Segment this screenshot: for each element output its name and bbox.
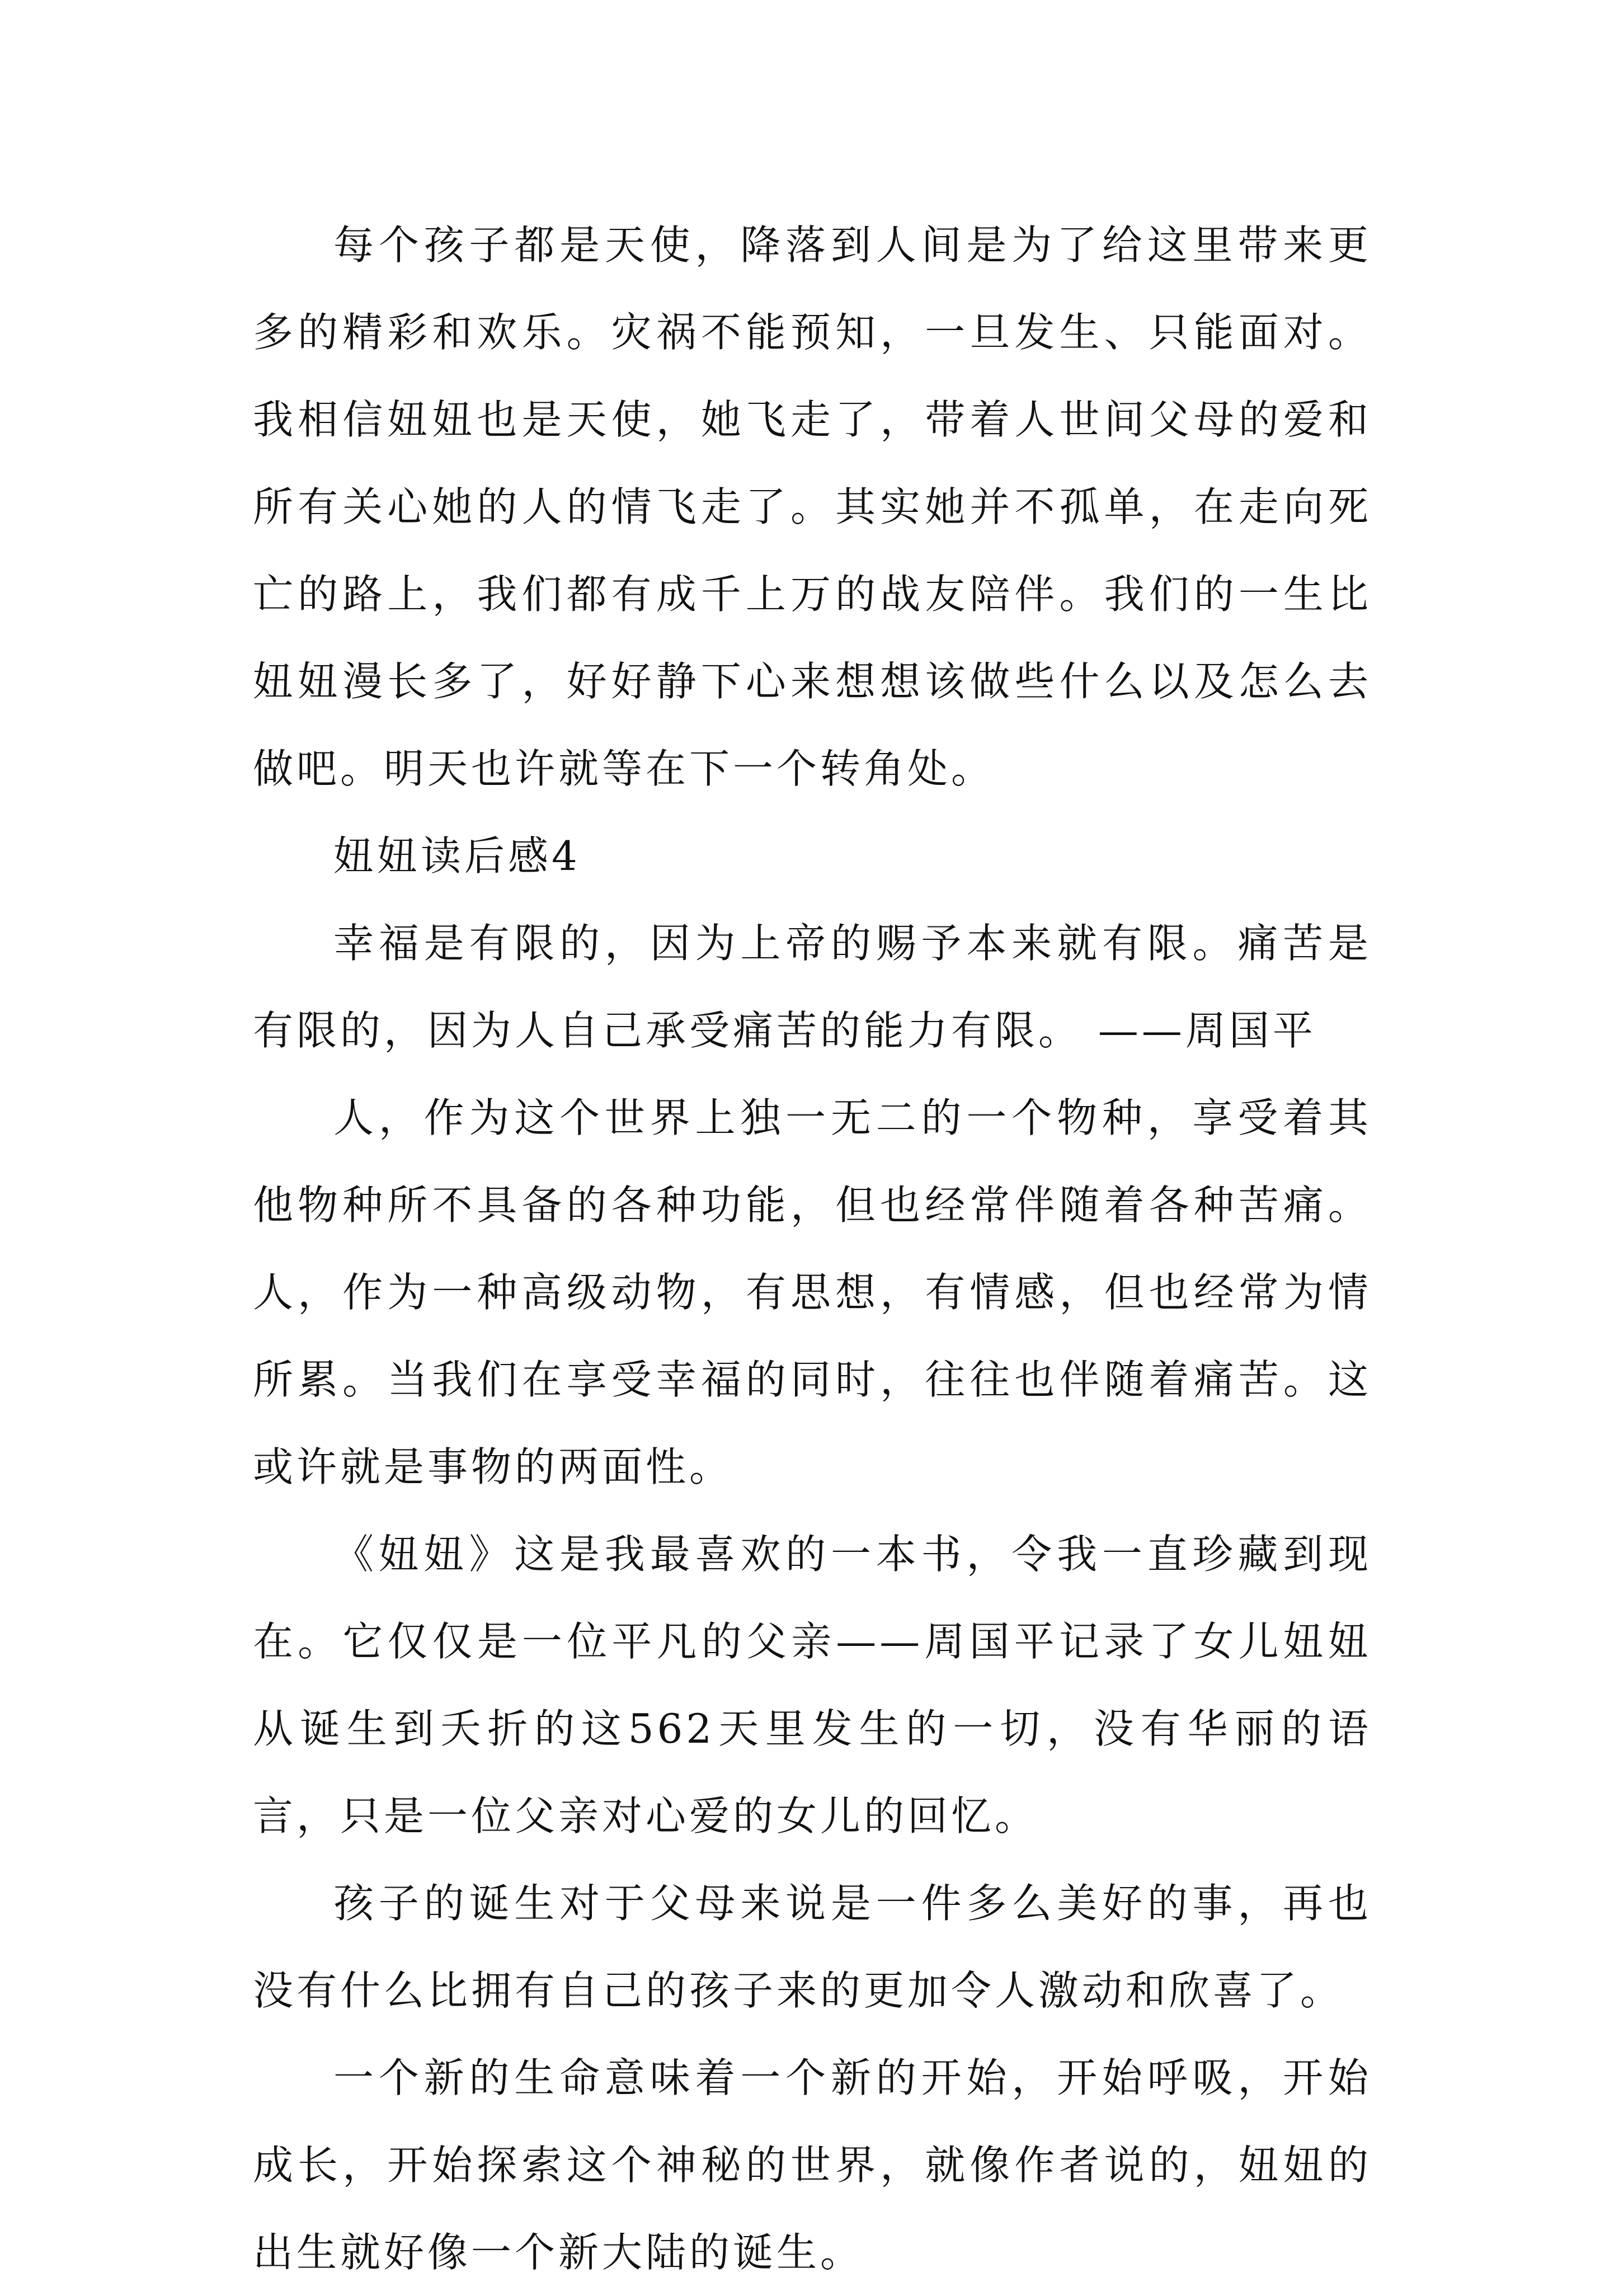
document-page <box>253 201 1372 2296</box>
body-paragraph-6: 一个新的生命意味着一个新的开始，开始呼吸，开始成长，开始探索这个神秘的世界，就像作者说的，妞妞的出生就好像一个新大陆的诞生。 <box>253 2054 1372 2276</box>
body-paragraph-4: 《妞妞》这是我最喜欢的一本书，令我一直珍藏到现在。它仅仅是一位平凡的父亲——周国平记录了女儿妞妞从诞生到夭折的这562天里发生的一切，没有华丽的语言，只是一位父亲对心爱的女儿的回忆。 <box>253 1531 1372 1839</box>
body-paragraph-5: 孩子的诞生对于父母来说是一件多么美好的事，再也没有什么比拥有自己的孩子来的更加令人激动和欣喜了。 <box>253 1880 1372 2014</box>
body-paragraph-2: 幸福是有限的，因为上帝的赐予本来就有限。痛苦是有限的，因为人自己承受痛苦的能力有限。 ——周国平 <box>253 920 1372 1054</box>
section-heading: 妞妞读后感4 <box>333 832 581 879</box>
body-paragraph-1: 每个孩子都是天使，降落到人间是为了给这里带来更多的精彩和欢乐。灾祸不能预知，一旦发生、只能面对。我相信妞妞也是天使，她飞走了，带着人世间父母的爱和所有关心她的人的情飞走了。其实她并不孤单，在走向死亡的路上，我们都有成千上万的战友陪伴。我们的一生比妞妞漫长多了，好好静下心来想想该做些什么以及怎么去做吧。明天也许就等在下一个转角处。 <box>253 222 1372 792</box>
body-paragraph-3: 人，作为这个世界上独一无二的一个物种，享受着其他物种所不具备的各种功能，但也经常伴随着各种苦痛。人，作为一种高级动物，有思想，有情感，但也经常为情所累。当我们在享受幸福的同时，往往也伴随着痛苦。这或许就是事物的两面性。 <box>253 1094 1372 1490</box>
